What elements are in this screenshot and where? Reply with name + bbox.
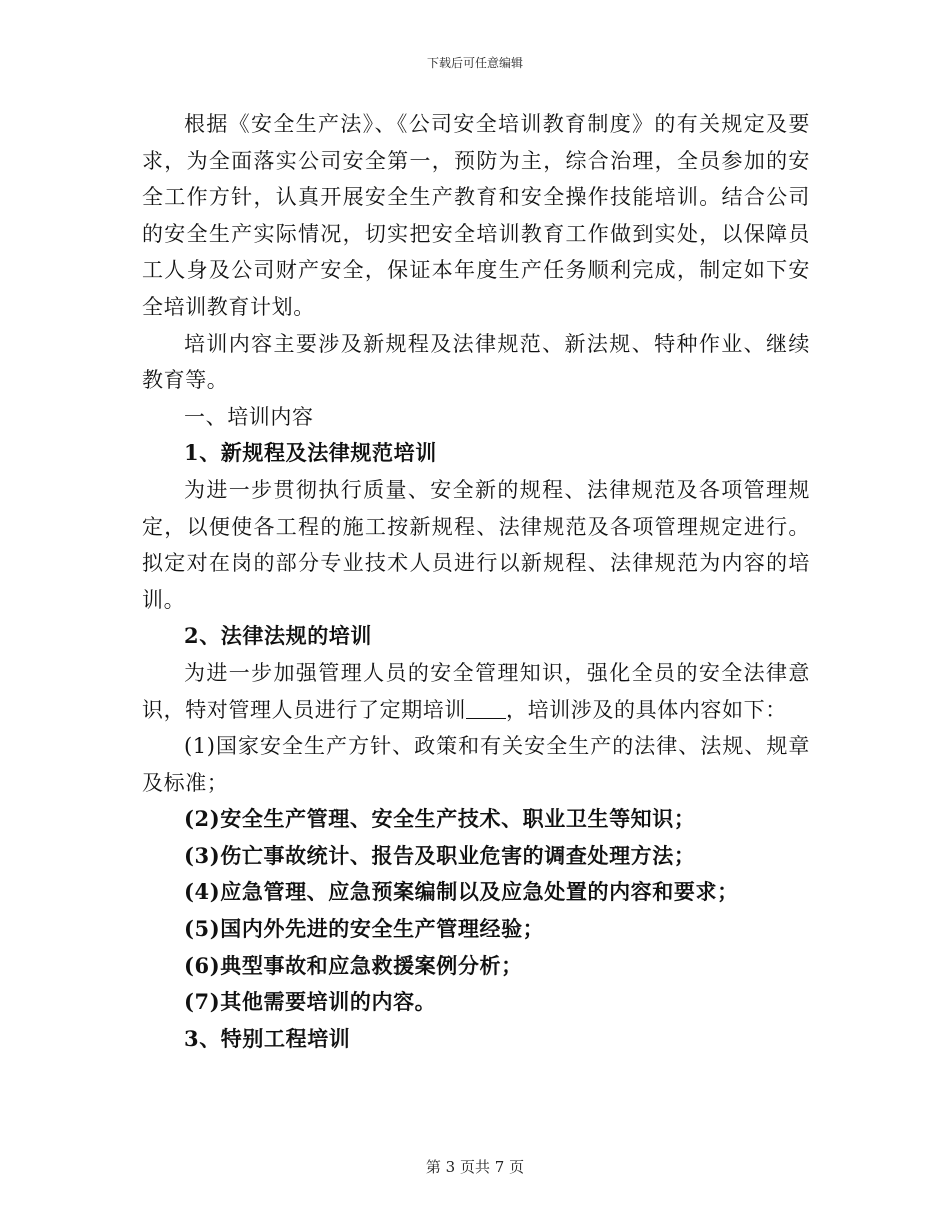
list-item-3: (3)伤亡事故统计、报告及职业危害的调查处理方法； bbox=[184, 842, 696, 868]
paragraph-scope: 培训内容主要涉及新规程及法律规范、新法规、特种作业、继续教育等。 bbox=[142, 331, 810, 393]
list-item-2: (2)安全生产管理、安全生产技术、职业卫生等知识； bbox=[184, 806, 696, 832]
paragraph-intro: 根据《安全生产法》、《公司安全培训教育制度》的有关规定及要求，为全面落实公司安全第一，预防为主，综合治理，全员参加的安全工作方针，认真开展安全生产教育和安全操作技能培训。结合公司的安全生产实际情况，切实把安全培训教育工作做到实处，以保障员工人身及公司财产安全，保证本年度生产任务顺利完成，制定如下安全培训教育计划。 bbox=[142, 112, 810, 319]
paragraph-laws-training bbox=[142, 655, 810, 728]
subsection-heading-2: 2、法律法规的培训 bbox=[184, 623, 373, 649]
subsection-heading-1: 1、新规程及法律规范培训 bbox=[184, 440, 437, 466]
list-item-1: (1)国家安全生产方针、政策和有关安全生产的法律、法规、规章及标准； bbox=[142, 734, 810, 795]
blank-underline bbox=[466, 698, 506, 719]
list-item-5: (5)国内外先进的安全生产管理经验； bbox=[184, 916, 545, 942]
page-number: 第 3 页共 7 页 bbox=[425, 1158, 525, 1176]
paragraph-new-regulations: 为进一步贯彻执行质量、安全新的规程、法律规范及各项管理规定，以便使各工程的施工按新规程、法律规范及各项管理规定进行。拟定对在岗的部分专业技术人员进行以新规程、法律规范为内容的培训。 bbox=[142, 477, 810, 612]
document-body bbox=[142, 106, 810, 1057]
list-item-6: (6)典型事故和应急救援案例分析； bbox=[184, 952, 523, 978]
paragraph-laws-training-part1: 为进一步加强管理人员的安全管理知识，强化全员的安全法律意识，特对管理人员进行了定期培训 bbox=[142, 660, 810, 722]
subsection-heading-3: 3、特别工程培训 bbox=[184, 1025, 351, 1051]
list-item-7: (7)其他需要培训的内容。 bbox=[184, 989, 437, 1015]
list-item-4: (4)应急管理、应急预案编制以及应急处置的内容和要求； bbox=[184, 879, 739, 905]
paragraph-laws-training-part2: ，培训涉及的具体内容如下： bbox=[506, 697, 787, 722]
page-header-note: 下载后可任意编辑 bbox=[426, 56, 523, 70]
section-heading-training-content: 一、培训内容 bbox=[184, 404, 314, 429]
